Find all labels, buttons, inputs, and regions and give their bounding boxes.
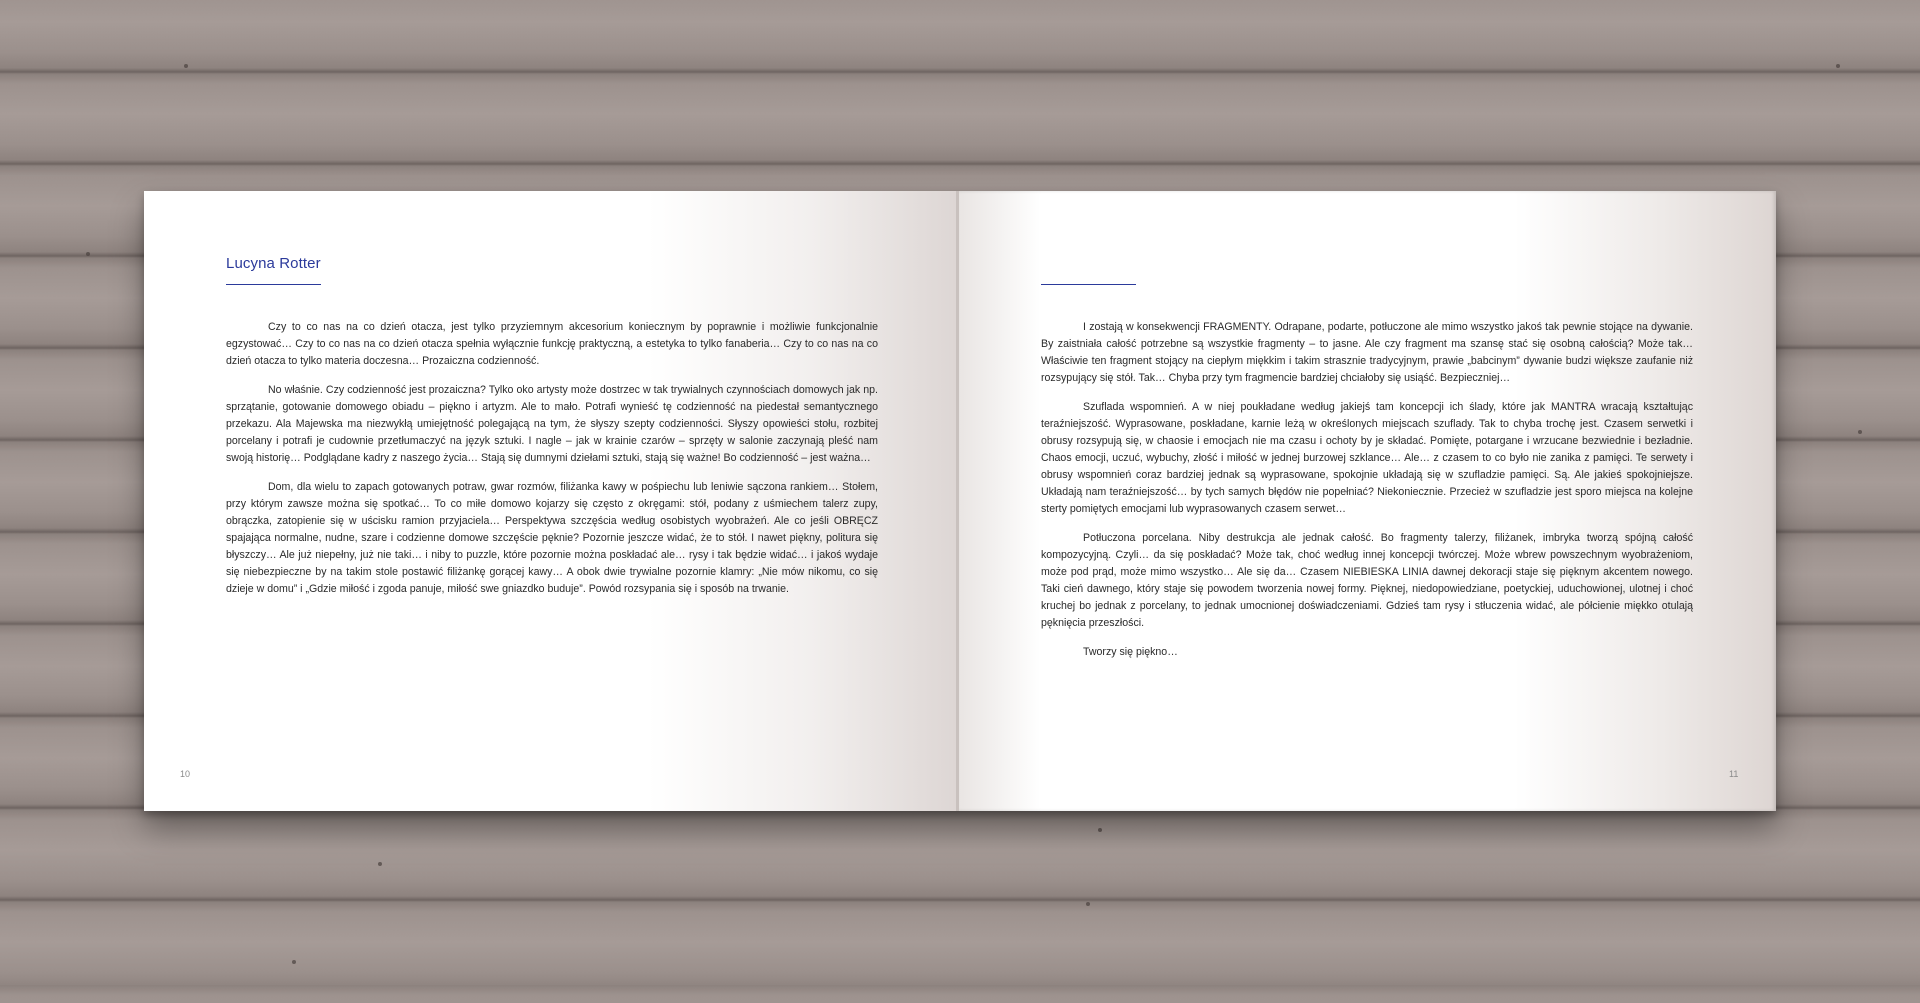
paragraph: No właśnie. Czy codzienność jest prozaiczna? Tylko oko artysty może dostrzec w tak trywialnych czynnościach domowych jak np. sprzątanie, gotowanie domowego obiadu – piękno i artyzm. Ale to mało. Potrafi wynieść tę codzienność na piedestał semantycznego przekazu. Ala Majewska ma niezwykłą umiejętność polegającą na tym, że słyszy szepty codzienności. Słyszy opowieści stołu, rozbitej porcelany i potrafi je cudownie przetłumaczyć na język sztuki. I nagle – jak w krainie czarów – sprzęty w salonie zaczynają pleść nam swoją historię… Podglądane kadry z naszego życia… Stają się dumnymi dziełami sztuki, stają się ważne! Bo codzienność – jest ważna… bbox=[226, 384, 878, 464]
nail bbox=[1858, 430, 1862, 434]
paragraph: I zostają w konsekwencji FRAGMENTY. Odrapane, podarte, potłuczone ale mimo wszystko jakoś tak pewnie stojące na dywanie. By zaistniała całość potrzebne są wszystkie fragmenty – to jasne. Ale czy fragment ma szansę stać się osobną całością? Może tak… Właściwie ten fragment stojący na ciepłym miękkim i takim strasznie tradycyjnym, prawie „babcinym” dywanie budzi większe zaufanie niż rozsypujący się stół. Tak… Chyba przy tym fragmencie bardziej chciałoby się usiąść. Bezpieczniej… bbox=[1041, 321, 1693, 384]
paragraph: Dom, dla wielu to zapach gotowanych potraw, gwar rozmów, filiżanka kawy w pośpiechu lub leniwie sączona rankiem… Stołem, przy którym zawsze można się spotkać… To co miłe domowo kojarzy się często z okręgami: stół, podany z uśmiechem talerz zupy, obrączka, zatopienie się w uścisku ramion przyjaciela… Perspektywa szczęścia według osobistych wyobrażeń. Ale co jeśli OBRĘCZ spajająca normalne, nudne, szare i codzienne domowe szczęście pęknie? Pozornie jeszcze widać, że to stół. I nawet piękny, politura się błyszczy… Ale już niepełny, już nie taki… i niby to puzzle, które pozornie można poskładać ale… rysy i tak będzie widać… i jakoś wydaje się niebezpieczne by na takim stole postawić filiżankę gorącej kawy… A obok dwie trywialne pozornie klamry: „Nie mów nikomu, co się dzieje w domu” i „Gdzie miłość i zgoda panuje, miłość swe gniazdko buduje”. Powód rozsypania się i sposób na trwanie. bbox=[226, 481, 878, 595]
nail bbox=[184, 64, 188, 68]
paragraph: Szuflada wspomnień. A w niej poukładane według jakiejś tam koncepcji ich ślady, które jak MANTRA wracają kształtując teraźniejszość. Wyprasowane, poskładane, karnie leżą w określonych miejscach szuflady. Tak to chyba trochę jest. Czasem serwetki i obrusy rozsypują się, w chaosie i emocjach nie ma czasu i ochoty by je składać. Pomięte, potargane i wrzucane bezwiednie i bezładnie. Chaos emocji, uczuć, wybuchy, złość i miłość w jednej burzowej szklance… Ale… z czasem to co było nie zanika z pamięci. Te serwety i obrusy wspomnień coraz bardziej jednak są wyprasowane, spokojnie układają się w szufladzie pamięci. Są. Ale jakieś spokojniejsze. Układają nam teraźniejszość… by tych samych błędów nie popełniać? Niekoniecznie. Przecież w szufladzie jest sporo miejsca na kolejne sterty pomiętych emocjami lub wyprasowanych czasem serwet… bbox=[1041, 401, 1693, 515]
paragraph: Czy to co nas na co dzień otacza, jest tylko przyziemnym akcesorium koniecznym by poprawnie i możliwie funkcjonalnie egzystować… Czy to co nas na co dzień otacza spełnia wyłącznie funkcję praktyczną, a estetyka to tylko fanaberia… Czy to co nas na co dzień otacza to tylko materia doczesna… Prozaiczna codzienność. bbox=[226, 321, 878, 367]
page-number: 10 bbox=[180, 769, 191, 779]
paragraph: Tworzy się piękno… bbox=[1083, 646, 1178, 658]
paragraph: Potłuczona porcelana. Niby destrukcja ale jednak całość. Bo fragmenty talerzy, filiżanek, imbryka tworzą spójną całość kompozycyjną. Czyli… da się poskładać? Może tak, choć według innej koncepcji twórczej. Może wbrew powszechnym wyobrażeniom, może pod prąd, może mimo wszystko… Ale się da… Czasem NIEBIESKA LINIA dawnej dekoracji staje się pięknym akcentem nowego. Taki cień dawnego, który staje się powodem tworzenia nowej formy. Pięknej, niedopowiedziane, poetyckiej, uduchowionej, ulotnej i choć kruchej bo jednak z porcelany, to jednak umocnionej doświadczeniami. Gdzieś tam rysy i stłuczenia widać, ale półcienie miękko otulają pęknięcia przeszłości. bbox=[1041, 532, 1693, 629]
open-book-spread bbox=[144, 191, 1776, 811]
right-text-column bbox=[1041, 319, 1693, 673]
nail bbox=[378, 862, 382, 866]
nail bbox=[292, 960, 296, 964]
right-page bbox=[959, 191, 1776, 811]
nail bbox=[1836, 64, 1840, 68]
header-rule bbox=[1041, 284, 1136, 285]
left-page bbox=[144, 191, 957, 811]
nail bbox=[1098, 828, 1102, 832]
nail bbox=[1086, 902, 1090, 906]
author-name: Lucyna Rotter bbox=[226, 255, 321, 272]
page-number: 11 bbox=[1729, 769, 1739, 779]
nail bbox=[86, 252, 90, 256]
author-underline bbox=[226, 284, 321, 285]
left-text-column bbox=[226, 319, 878, 610]
